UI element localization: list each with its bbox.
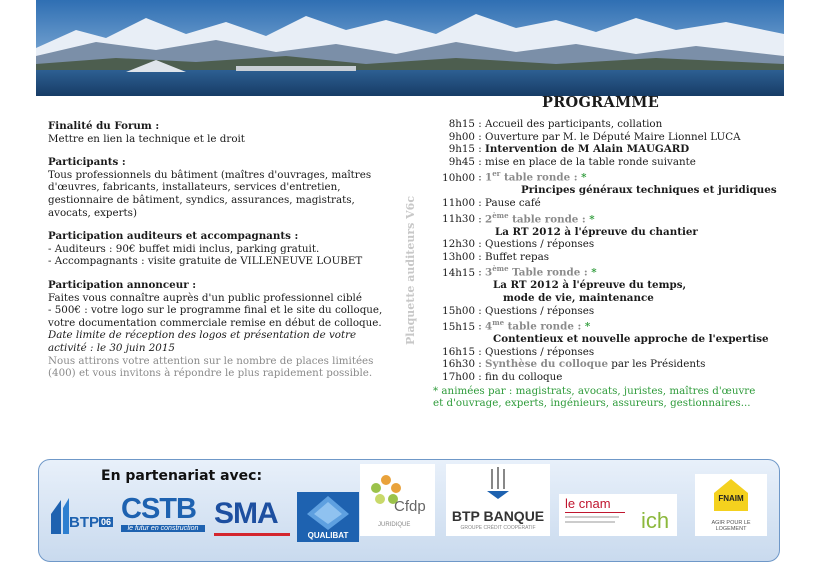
asterisk: * — [589, 213, 595, 225]
round-table-label: table ronde : — [508, 213, 590, 225]
cstb-logo — [121, 494, 209, 538]
asterisk: * — [581, 171, 587, 184]
participants-section — [48, 156, 393, 219]
round-table-topic: Contentieux et nouvelle approche de l'expertise — [493, 333, 769, 346]
participants-heading: Participants : — [48, 156, 126, 169]
programme-text: : Questions / réponses — [478, 238, 595, 251]
sma-name: SMA — [214, 497, 278, 530]
programme-row — [433, 251, 803, 264]
ich-name: ich — [641, 508, 670, 533]
partners-title: En partenariat avec: — [101, 468, 263, 484]
programme-time: 8h15 — [448, 118, 475, 130]
finalite-heading: Finalité du Forum : — [48, 120, 160, 132]
programme-text: : mise en place de la table ronde suivante — [478, 155, 696, 168]
round-table-number: 2 — [485, 213, 493, 225]
programme-colon: : — [478, 213, 486, 225]
participants-line: gestionnaire de bâtiment, syndics, assurances, magistrats, — [48, 193, 355, 206]
programme-row — [433, 131, 803, 144]
footnote-line: et d'ouvrage, experts, ingénieurs, assureurs, gestionnaires... — [433, 397, 751, 410]
programme-time: 16h30 — [442, 358, 475, 371]
qualibat-name: QUALIBAT — [307, 531, 349, 540]
programme-time: 16h15 — [442, 345, 475, 358]
round-table-topic: mode de vie, maintenance — [503, 291, 654, 304]
auditeurs-heading: Participation auditeurs et accompagnants : — [48, 230, 299, 243]
sma-underline — [214, 533, 290, 536]
programme-text: Intervention de M Alain MAUGARD — [485, 143, 690, 156]
round-table-ordinal: me — [492, 318, 505, 328]
btp-banque-logo — [446, 464, 550, 536]
round-table-label: Table ronde : — [508, 266, 592, 279]
programme-colon: : — [478, 266, 486, 279]
partners-panel — [38, 459, 780, 562]
programme-text: : Pause café — [478, 196, 541, 209]
participants-line: avocats, experts) — [48, 206, 137, 219]
round-table-number: 1 — [485, 171, 493, 184]
programme-colon: : — [478, 358, 486, 371]
programme-text: : fin du colloque — [478, 370, 563, 383]
programme-row — [433, 197, 803, 210]
programme-list — [433, 118, 803, 410]
btp-banque-name: BTP BANQUE — [451, 508, 545, 524]
programme-row — [433, 263, 803, 279]
auditeurs-section — [48, 230, 393, 268]
programme-row — [433, 317, 803, 333]
programme-row — [433, 118, 803, 131]
round-table-ordinal: er — [492, 169, 501, 179]
annonceur-heading: Participation annonceur : — [48, 278, 197, 291]
sma-logo — [214, 496, 294, 536]
info-column — [48, 120, 393, 391]
cnam-name: le cnam — [565, 496, 611, 511]
fnaim-sub: AGIR POUR LE LOGEMENT — [711, 520, 751, 532]
synthese-label: Synthèse du colloque — [485, 358, 609, 371]
cstb-tagline: le futur en construction — [121, 525, 205, 532]
round-table-ordinal: ème — [492, 264, 509, 274]
deadline-line: Date limite de réception des logos et présentation de votre — [48, 329, 357, 342]
btp06-number: 06 — [101, 517, 112, 527]
programme-row — [433, 305, 803, 318]
round-table-label: table ronde : — [504, 320, 585, 333]
programme-text: par les Présidents — [608, 358, 706, 371]
programme-row — [433, 210, 803, 226]
programme-time: 9h00 — [448, 130, 475, 143]
deadline-line: activité : le 30 juin 2015 — [48, 341, 175, 354]
programme-time: 9h15 — [448, 143, 475, 156]
finalite-text: Mettre en lien la technique et le droit — [48, 132, 245, 145]
programme-time: 17h00 — [442, 370, 475, 383]
programme-time: 14h15 — [442, 266, 475, 279]
cnam-ich-logo — [559, 494, 677, 536]
limited-places-note: (400) et vous invitons à répondre le plus rapidement possible. — [48, 367, 373, 380]
annonceur-line: - 500€ : votre logo sur le programme final et le site du colloque, — [48, 304, 383, 317]
auditeurs-line: - Auditeurs : 90€ buffet midi inclus, parking gratuit. — [48, 242, 320, 255]
cstb-name: CSTB — [121, 493, 196, 525]
participants-line: d'œuvres, fabricants, installateurs, services d'entretien, — [48, 181, 341, 194]
annonceur-section — [48, 279, 393, 380]
programme-time: 15h00 — [442, 304, 475, 317]
btp06-logo — [47, 494, 115, 536]
round-table-number: 3 — [485, 266, 493, 279]
programme-title: PROGRAMME — [542, 94, 660, 111]
footnote-line: * animées par : magistrats, avocats, juristes, maîtres d'œuvre — [433, 384, 756, 397]
programme-time: 11h30 — [442, 213, 475, 225]
fnaim-name: FNAIM — [718, 494, 744, 503]
programme-time: 15h15 — [442, 320, 475, 333]
header-landscape-photo — [36, 0, 784, 96]
programme-colon: : — [478, 143, 486, 156]
programme-row — [433, 156, 803, 169]
asterisk: * — [591, 266, 597, 279]
programme-text: : Questions / réponses — [478, 304, 595, 317]
version-note: Plaquette auditeurs V6c — [404, 195, 417, 345]
asterisk: * — [584, 320, 591, 333]
cfdp-name: Cfdp — [394, 498, 426, 515]
qualibat-diamond-icon — [297, 492, 359, 532]
round-table-label: table ronde : — [500, 171, 582, 184]
round-table-topic: Principes généraux techniques et juridiques — [521, 184, 777, 197]
programme-row — [433, 143, 803, 156]
round-table-ordinal: ème — [492, 210, 509, 220]
programme-row — [433, 238, 803, 251]
programme-time: 10h00 — [442, 171, 475, 184]
btp06-text: BTP — [69, 514, 99, 531]
round-table-topic: La RT 2012 à l'épreuve du temps, — [493, 279, 687, 292]
cfdp-logo — [360, 464, 435, 536]
programme-colon: : — [478, 320, 486, 333]
programme-row — [433, 346, 803, 359]
limited-places-note: Nous attirons votre attention sur le nombre de places limitées — [48, 354, 374, 367]
programme-text: : Buffet repas — [478, 250, 550, 263]
programme-text: : Ouverture par M. le Député Maire Lionnel LUCA — [478, 130, 741, 143]
programme-row — [433, 371, 803, 384]
annonceur-line: votre documentation commerciale remise en début de colloque. — [48, 316, 382, 329]
qualibat-logo — [297, 492, 359, 542]
cfdp-sub: JURIDIQUE — [378, 522, 411, 528]
programme-time: 11h00 — [442, 196, 475, 209]
round-table-topic: La RT 2012 à l'épreuve du chantier — [495, 225, 698, 238]
cnam-rule — [565, 512, 625, 513]
programme-row — [433, 358, 803, 371]
annonceur-line: Faites vous connaître auprès d'un public professionnel ciblé — [48, 291, 362, 304]
programme-time: 13h00 — [442, 250, 475, 263]
participants-line: Tous professionnels du bâtiment (maîtres d'ouvrages, maîtres — [48, 168, 372, 181]
fnaim-logo — [695, 474, 767, 536]
btp-banque-emblem-icon — [483, 467, 513, 501]
programme-colon: : — [478, 171, 486, 184]
programme-text: : Questions / réponses — [478, 345, 595, 358]
cnam-subline — [565, 521, 615, 523]
programme-time: 9h45 — [448, 155, 475, 168]
btp-banque-sub: GROUPE CRÉDIT COOPÉRATIF — [460, 525, 536, 531]
auditeurs-line: - Accompagnants : visite gratuite de VILLENEUVE LOUBET — [48, 255, 363, 268]
cnam-subline — [565, 516, 619, 518]
round-table-number: 4 — [485, 320, 493, 333]
programme-text: : Accueil des participants, collation — [478, 118, 663, 130]
programme-row — [433, 168, 803, 184]
finalite-section — [48, 120, 393, 145]
programme-time: 12h30 — [442, 238, 475, 251]
